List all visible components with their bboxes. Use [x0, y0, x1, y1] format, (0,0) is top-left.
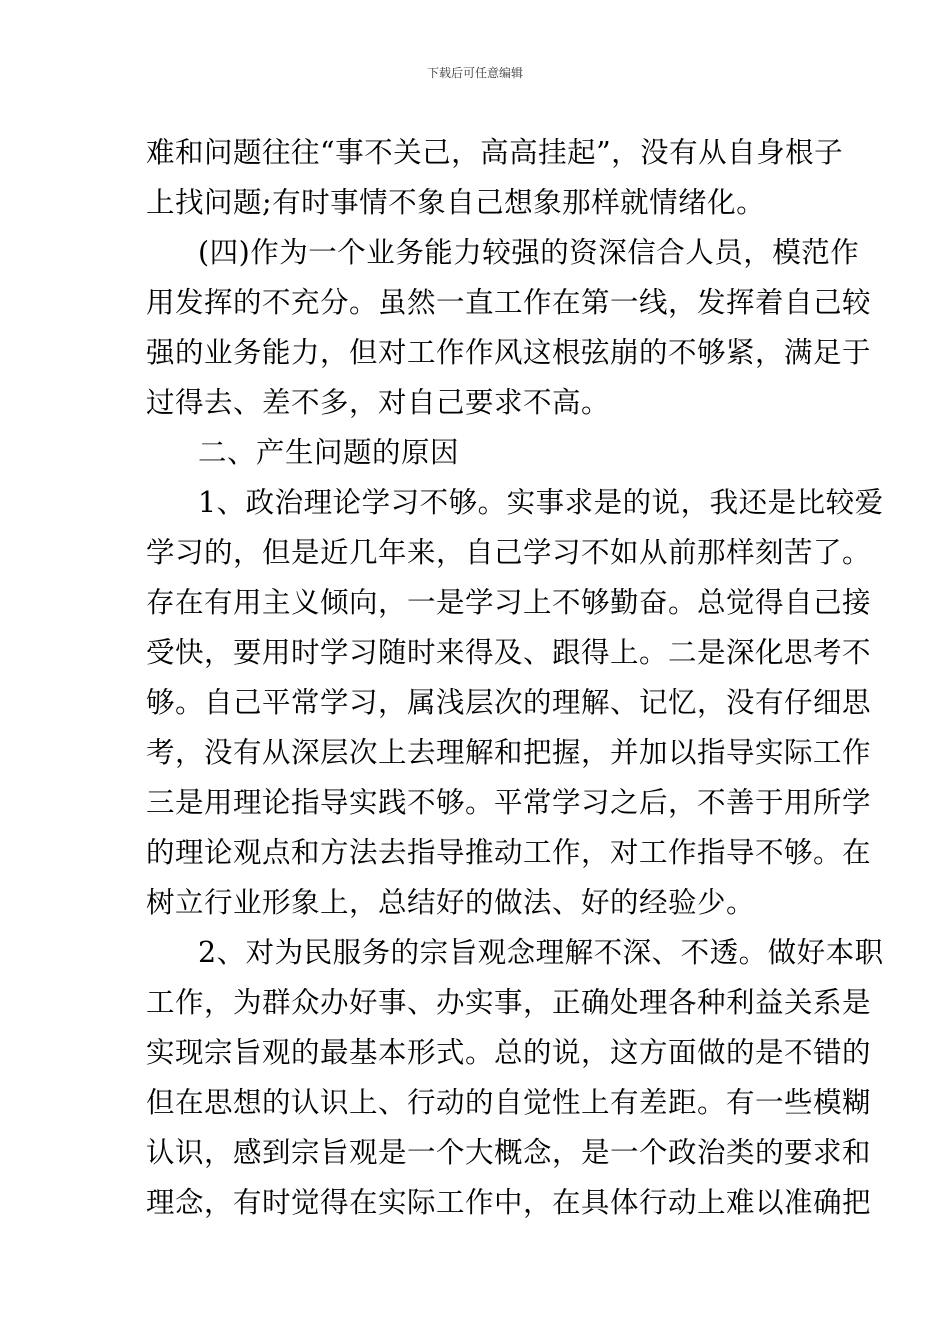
section-heading: 二、产生问题的原因 [198, 436, 460, 469]
text-line: 考，没有从深层次上去理解和把握，并加以指导实际工作 [146, 736, 872, 769]
text-line: 工作，为群众办好事、办实事，正确处理各种利益关系是 [146, 986, 872, 1019]
text-line: 的理论观点和方法去指导推动工作，对工作指导不够。在 [146, 836, 872, 869]
document-body [146, 128, 884, 1228]
page-header: 下载后可任意编辑 [426, 66, 523, 80]
text-line: 认识，感到宗旨观是一个大概念，是一个政治类的要求和 [146, 1136, 872, 1169]
text-line: 实现宗旨观的最基本形式。总的说，这方面做的是不错的 [146, 1036, 872, 1069]
text-line: 但在思想的认识上、行动的自觉性上有差距。有一些模糊 [146, 1086, 872, 1119]
text-line: 强的业务能力，但对工作作风这根弦崩的不够紧，满足于 [146, 336, 872, 369]
text-line: 存在有用主义倾向，一是学习上不够勤奋。总觉得自己接 [146, 586, 872, 619]
text-line: 树立行业形象上，总结好的做法、好的经验少。 [146, 886, 756, 919]
text-line: 学习的，但是近几年来，自己学习不如从前那样刻苦了。 [146, 536, 872, 569]
text-line: 上找问题;有时事情不象自己想象那样就情绪化。 [146, 186, 766, 219]
paragraph-start-line: 2、对为民服务的宗旨观念理解不深、不透。做好本职 [198, 936, 884, 969]
text-line: 理念，有时觉得在实际工作中，在具体行动上难以准确把 [146, 1186, 872, 1219]
text-line: 够。自己平常学习，属浅层次的理解、记忆，没有仔细思 [146, 686, 872, 719]
text-line: 难和问题往往“事不关己，高高挂起”，没有从自身根子 [146, 136, 844, 169]
paragraph-start-line: (四)作为一个业务能力较强的资深信合人员，模范作 [198, 236, 860, 269]
text-line: 用发挥的不充分。虽然一直工作在第一线，发挥着自己较 [146, 286, 872, 319]
text-line: 受快，要用时学习随时来得及、跟得上。二是深化思考不 [146, 636, 872, 669]
text-line: 三是用理论指导实践不够。平常学习之后，不善于用所学 [146, 786, 872, 819]
text-line: 过得去、差不多，对自己要求不高。 [146, 386, 611, 419]
paragraph-start-line: 1、政治理论学习不够。实事求是的说，我还是比较爱 [198, 486, 884, 519]
